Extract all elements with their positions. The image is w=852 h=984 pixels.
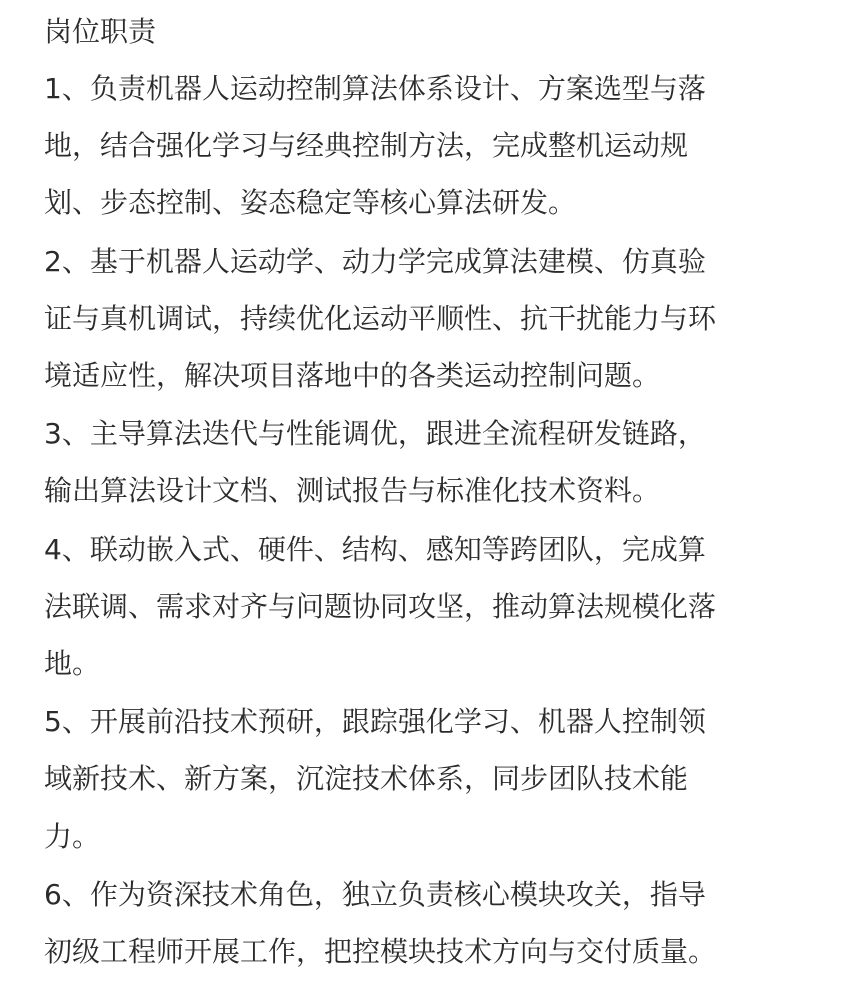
responsibility-item-6 [44,866,820,980]
responsibility-line: 1、负责机器人运动控制算法体系设计、方案选型与落 [44,72,706,105]
responsibility-line: 证与真机调试，持续优化运动平顺性、抗干扰能力与环 [44,301,717,335]
responsibility-item-5 [44,693,820,865]
responsibility-line: 5、开展前沿技术预研，跟踪强化学习、机器人控制领 [44,705,706,739]
responsibility-line: 初级工程师开展工作，把控模块技术方向与交付质量。 [44,935,717,969]
responsibility-line: 力。 [44,819,101,853]
responsibility-line: 地，结合强化学习与经典控制方法，完成整机运动规 [44,129,689,163]
responsibility-line: 2、基于机器人运动学、动力学完成算法建模、仿真验 [44,244,706,278]
section-title: 岗位职责 [44,15,157,48]
responsibility-line: 3、主导算法迭代与性能调优，跟进全流程研发链路， [44,417,706,451]
responsibility-line: 法联调、需求对齐与问题协同攻坚，推动算法规模化落 [44,589,717,623]
responsibility-line: 境适应性，解决项目落地中的各类运动控制问题。 [44,359,661,393]
responsibility-list [44,60,820,980]
responsibility-item-4 [44,521,820,693]
responsibility-item-3 [44,405,820,519]
responsibility-line: 4、联动嵌入式、硬件、结构、感知等跨团队，完成算 [44,532,706,566]
responsibility-line: 划、步态控制、姿态稳定等核心算法研发。 [44,186,577,220]
responsibility-item-1 [44,60,820,232]
responsibility-item-2 [44,233,820,405]
responsibility-line: 地。 [44,647,101,681]
responsibility-line: 输出算法设计文档、测试报告与标准化技术资料。 [44,474,661,508]
responsibility-line: 域新技术、新方案，沉淀技术体系，同步团队技术能 [44,762,689,796]
responsibility-line: 6、作为资深技术角色，独立负责核心模块攻关，指导 [44,877,706,911]
